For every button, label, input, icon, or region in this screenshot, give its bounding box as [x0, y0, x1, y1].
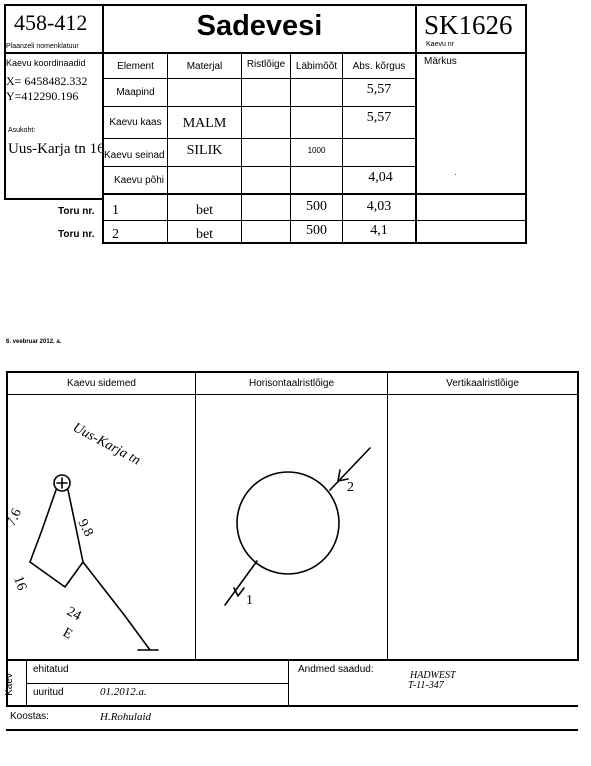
- arrow-2-label: 2: [347, 480, 354, 495]
- row-pohi-abs-height: 4,04: [368, 170, 393, 185]
- built-label: ehitatud: [33, 664, 69, 675]
- dim-left: 7.6: [4, 506, 26, 529]
- dim-bottom: 24: [64, 604, 84, 625]
- author-label: Koostas:: [10, 711, 49, 722]
- col-header-remarks: Märkus: [424, 56, 457, 67]
- pipe-1-material: bet: [195, 203, 214, 218]
- pipe-1-number: 1: [112, 203, 119, 218]
- row-maapind-abs-height: 5,57: [366, 82, 392, 97]
- map-code: 458-412: [14, 10, 88, 35]
- coordinates-caption: Kaevu koordinaadid: [6, 58, 86, 68]
- row-seinad-diameter: 1000: [307, 145, 326, 155]
- data-source-value-2: T-11-347: [408, 680, 444, 691]
- surveyed-value: 01.2012.a.: [100, 686, 147, 698]
- location-caption: Asukoht:: [8, 127, 36, 134]
- pipe-2-label: Toru nr.: [58, 229, 95, 240]
- col-header-element: Element: [117, 60, 154, 72]
- horizontal-section-circle: [237, 472, 339, 574]
- row-seinad-material: SILIK: [186, 143, 223, 158]
- row-seinad-element: Kaevu seinad: [104, 150, 165, 161]
- author-value: H.Rohulaid: [100, 711, 152, 723]
- pipe-2-abs-height: 4,1: [370, 223, 388, 238]
- coordinate-y: Y=412290.196: [6, 89, 79, 103]
- col-header-diameter: Läbimõõt: [295, 60, 338, 72]
- col-header-abs-height: Abs. kõrgus: [352, 60, 406, 72]
- data-source-label: Andmed saadud:: [298, 664, 374, 675]
- pipe-1-label: Toru nr.: [58, 206, 95, 217]
- dim-right: 9.8: [74, 516, 96, 540]
- pipe-1-diameter: 500: [306, 199, 327, 214]
- row-pohi-element: Kaevu põhi: [113, 174, 165, 186]
- sketch-header-connections: Kaevu sidemed: [67, 378, 136, 389]
- pipe-2-diameter: 500: [306, 223, 327, 238]
- pipe-2-number: 2: [112, 227, 119, 242]
- row-maapind-element: Maapind: [116, 87, 155, 98]
- date-text: 6. veebruar 2012. a.: [6, 339, 62, 345]
- well-number-caption: Kaevu nr: [426, 41, 455, 48]
- sketch-header-horizontal: Horisontaalristlõige: [248, 378, 335, 389]
- dim-e: E: [60, 625, 75, 643]
- remark-mark: ·: [454, 170, 457, 179]
- data-source-value-1: HADWEST: [410, 670, 456, 681]
- kaev-label: Kaev: [3, 673, 15, 696]
- col-header-cross-section: Ristlõige: [246, 58, 286, 70]
- sketch-header-vertical: Vertikaalristlõige: [446, 378, 519, 389]
- row-kaas-material: MALM: [182, 116, 227, 131]
- page-title: Sadevesi: [196, 10, 323, 42]
- row-kaas-abs-height: 5,57: [366, 110, 392, 125]
- pipe-2-material: bet: [195, 227, 214, 242]
- arrow-1-label: 1: [246, 593, 253, 608]
- well-number: SK1626: [424, 10, 513, 40]
- street-note: Uus-Karja tn: [70, 420, 143, 469]
- col-header-material: Materjal: [186, 60, 223, 72]
- coordinate-x: X= 6458482.332: [6, 74, 88, 88]
- map-code-caption: Plaanzeli nomenklatuur: [6, 43, 79, 50]
- location-value: Uus-Karja tn 16: [8, 141, 105, 157]
- dim-bottom-left: 16: [10, 574, 30, 593]
- surveyed-label: uuritud: [33, 687, 64, 698]
- pipe-1-abs-height: 4,03: [366, 199, 392, 214]
- row-kaas-element: Kaevu kaas: [109, 117, 162, 128]
